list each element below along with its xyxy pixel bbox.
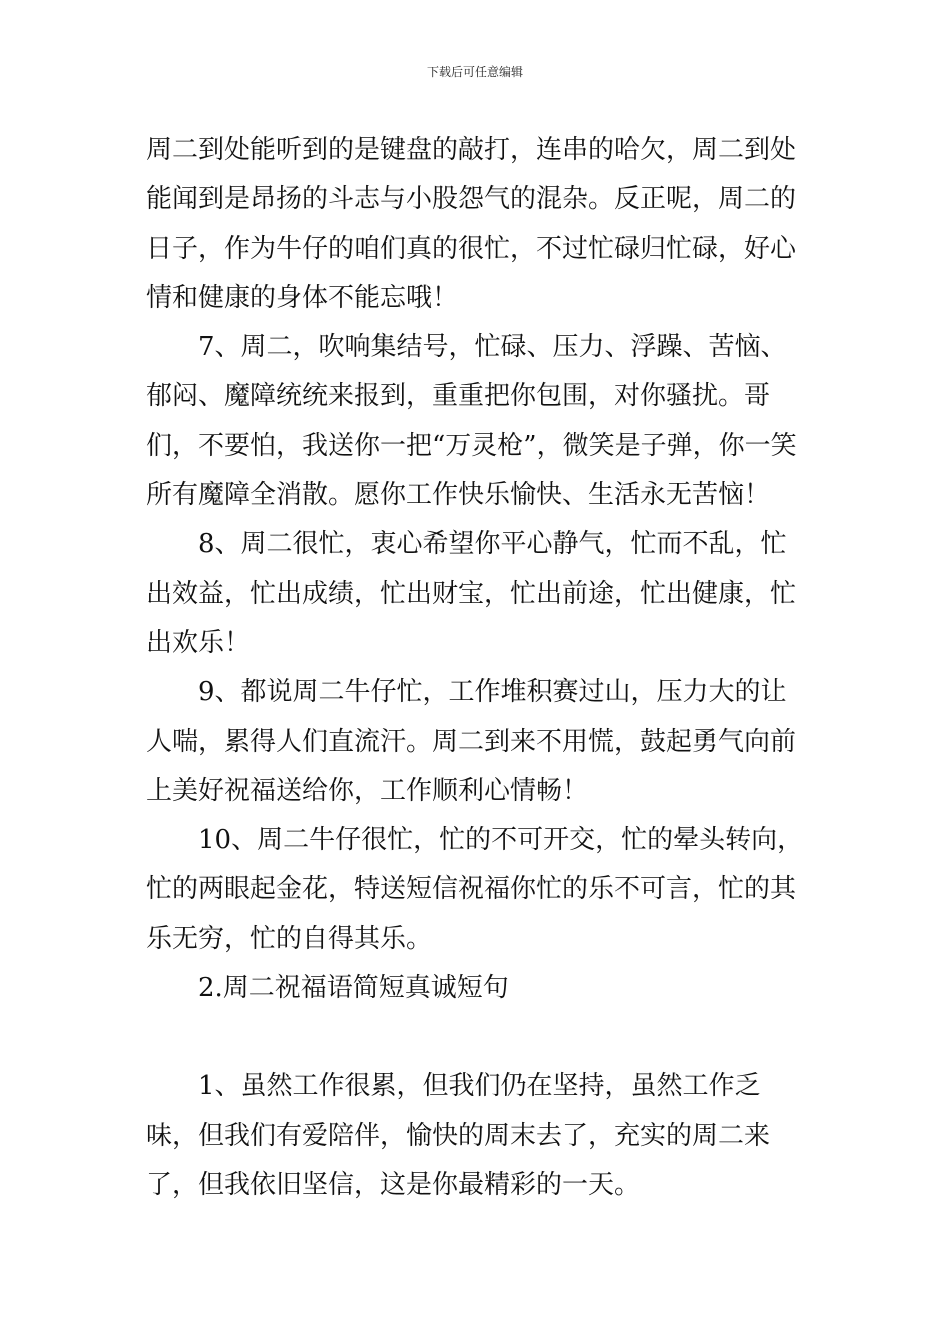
section-heading: 2.周二祝福语简短真诚短句 — [198, 973, 509, 1004]
paragraph-item-9: 9、都说周二牛仔忙，工作堆积赛过山，压力大的让人喘，累得人们直流汗。周二到来不用慌，鼓起勇气向前上美好祝福送给你，工作顺利心情畅！ — [146, 677, 797, 806]
paragraph-item-7: 7、周二，吹响集结号，忙碌、压力、浮躁、苦恼、郁闷、魔障统统来报到，重重把你包围，对你骚扰。哥们，不要怕，我送你一把“万灵枪”，微笑是子弹，你一笑所有魔障全消散。愿你工作快乐愉快、生活永无苦恼！ — [146, 332, 797, 511]
blank-line — [146, 1013, 808, 1062]
paragraph-item-10: 10、周二牛仔很忙，忙的不可开交，忙的晕头转向，忙的两眼起金花，特送短信祝福你忙的乐不可言，忙的其乐无穷，忙的自得其乐。 — [146, 825, 804, 954]
paragraph-intro: 周二到处能听到的是键盘的敲打，连串的哈欠，周二到处能闻到是昂扬的斗志与小股怨气的混杂。反正呢，周二的日子，作为牛仔的咱们真的很忙，不过忙碌归忙碌，好心情和健康的身体不能忘哦！ — [146, 135, 797, 313]
document-body — [146, 126, 808, 1210]
paragraph-item-8: 8、周二很忙，衷心希望你平心静气，忙而不乱，忙出效益，忙出成绩，忙出财宝，忙出前途，忙出健康，忙出欢乐！ — [146, 529, 797, 658]
paragraph-item-1: 1、虽然工作很累，但我们仍在坚持，虽然工作乏味，但我们有爱陪伴，愉快的周末去了，充实的周二来了，但我依旧坚信，这是你最精彩的一天。 — [146, 1071, 771, 1200]
page-header: 下载后可任意编辑 — [426, 65, 523, 79]
